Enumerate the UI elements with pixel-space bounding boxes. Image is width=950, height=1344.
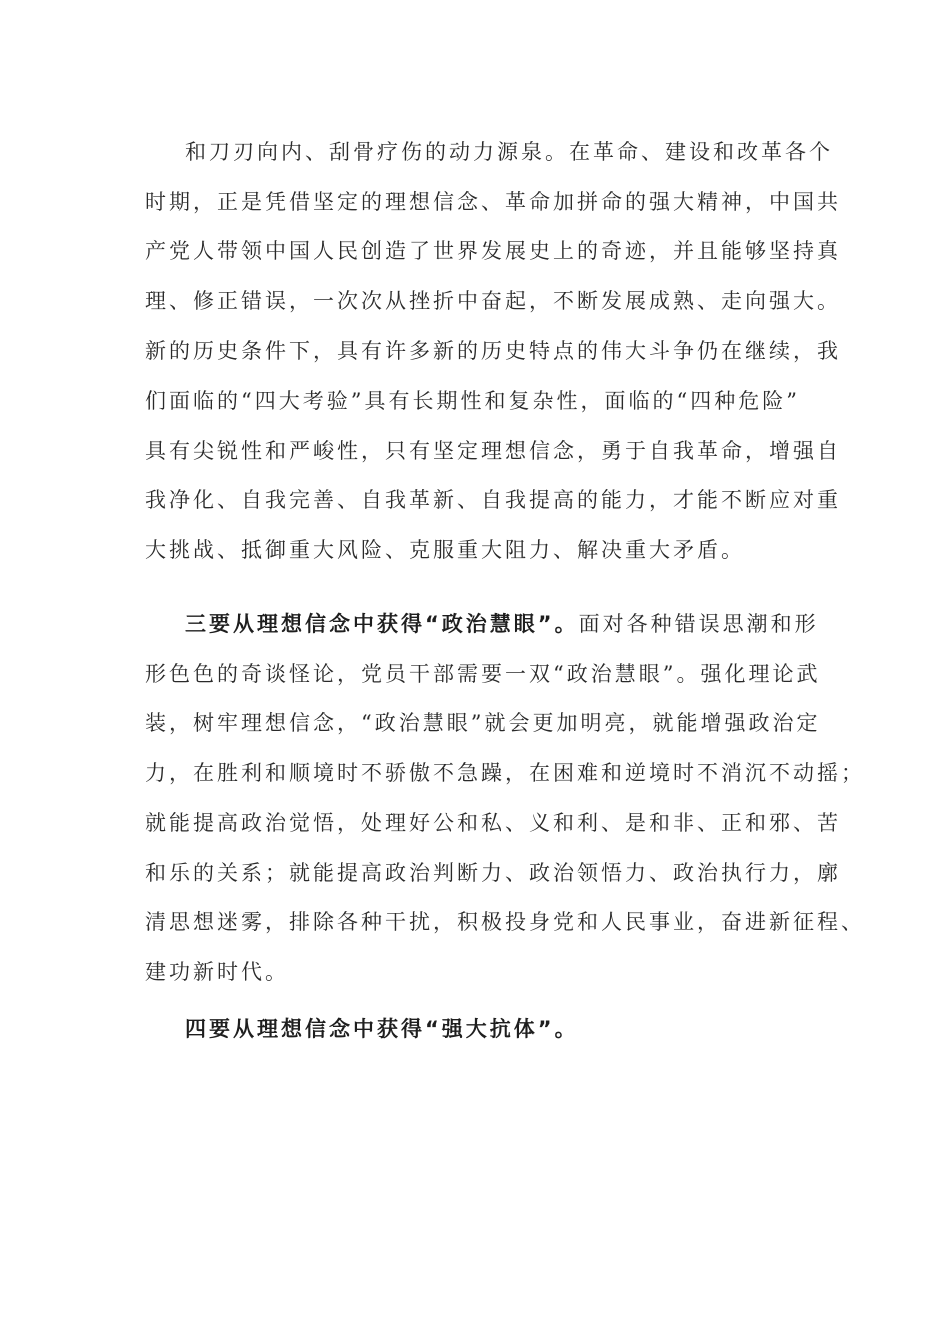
paragraph-1-line-9: 大挑战、抵御重大风险、克服重大阻力、解决重大矛盾。	[145, 538, 745, 562]
paragraph-1-line-4: 理、修正错误，一次次从挫折中奋起，不断发展成熟、走向强大。	[145, 289, 841, 313]
paragraph-1-line-1: 和刀刃向内、刮骨疗伤的动力源泉。在革命、建设和改革各个	[185, 140, 833, 164]
paragraph-1-line-6: 们面临的“四大考验”具有长期性和复杂性，面临的“四种危险”	[145, 389, 800, 413]
paragraph-1-line-5: 新的历史条件下，具有许多新的历史特点的伟大斗争仍在继续，我	[145, 339, 841, 363]
paragraph-2-first-line-rest: 面对各种错误思潮和形	[578, 612, 819, 636]
paragraph-2-line-6: 和乐的关系；就能提高政治判断力、政治领悟力、政治执行力，廓	[145, 861, 841, 885]
paragraph-2-line-1	[185, 611, 819, 637]
paragraph-2-line-2: 形色色的奇谈怪论，党员干部需要一双“政治慧眼”。强化理论武	[145, 662, 821, 686]
paragraph-2-heading: 三要从理想信念中获得“政治慧眼”。	[185, 612, 579, 636]
paragraph-3-line-1	[185, 1016, 579, 1042]
paragraph-1-line-7: 具有尖锐性和严峻性，只有坚定理想信念，勇于自我革命，增强自	[145, 439, 841, 463]
paragraph-2-line-8: 建功新时代。	[145, 960, 289, 984]
paragraph-2-line-3: 装，树牢理想信念，“政治慧眼”就会更加明亮，就能增强政治定	[145, 711, 821, 735]
paragraph-1-line-2: 时期，正是凭借坚定的理想信念、革命加拼命的强大精神，中国共	[145, 190, 841, 214]
paragraph-1-line-3: 产党人带领中国人民创造了世界发展史上的奇迹，并且能够坚持真	[145, 239, 841, 263]
paragraph-1-line-8: 我净化、自我完善、自我革新、自我提高的能力，才能不断应对重	[145, 488, 841, 512]
paragraph-3-heading: 四要从理想信念中获得“强大抗体”。	[185, 1017, 579, 1041]
paragraph-2-line-5: 就能提高政治觉悟，处理好公和私、义和利、是和非、正和邪、苦	[145, 811, 841, 835]
paragraph-2-line-4: 力，在胜利和顺境时不骄傲不急躁，在困难和逆境时不消沉不动摇；	[145, 761, 865, 785]
paragraph-2-line-7: 清思想迷雾，排除各种干扰，积极投身党和人民事业，奋进新征程、	[145, 910, 865, 934]
